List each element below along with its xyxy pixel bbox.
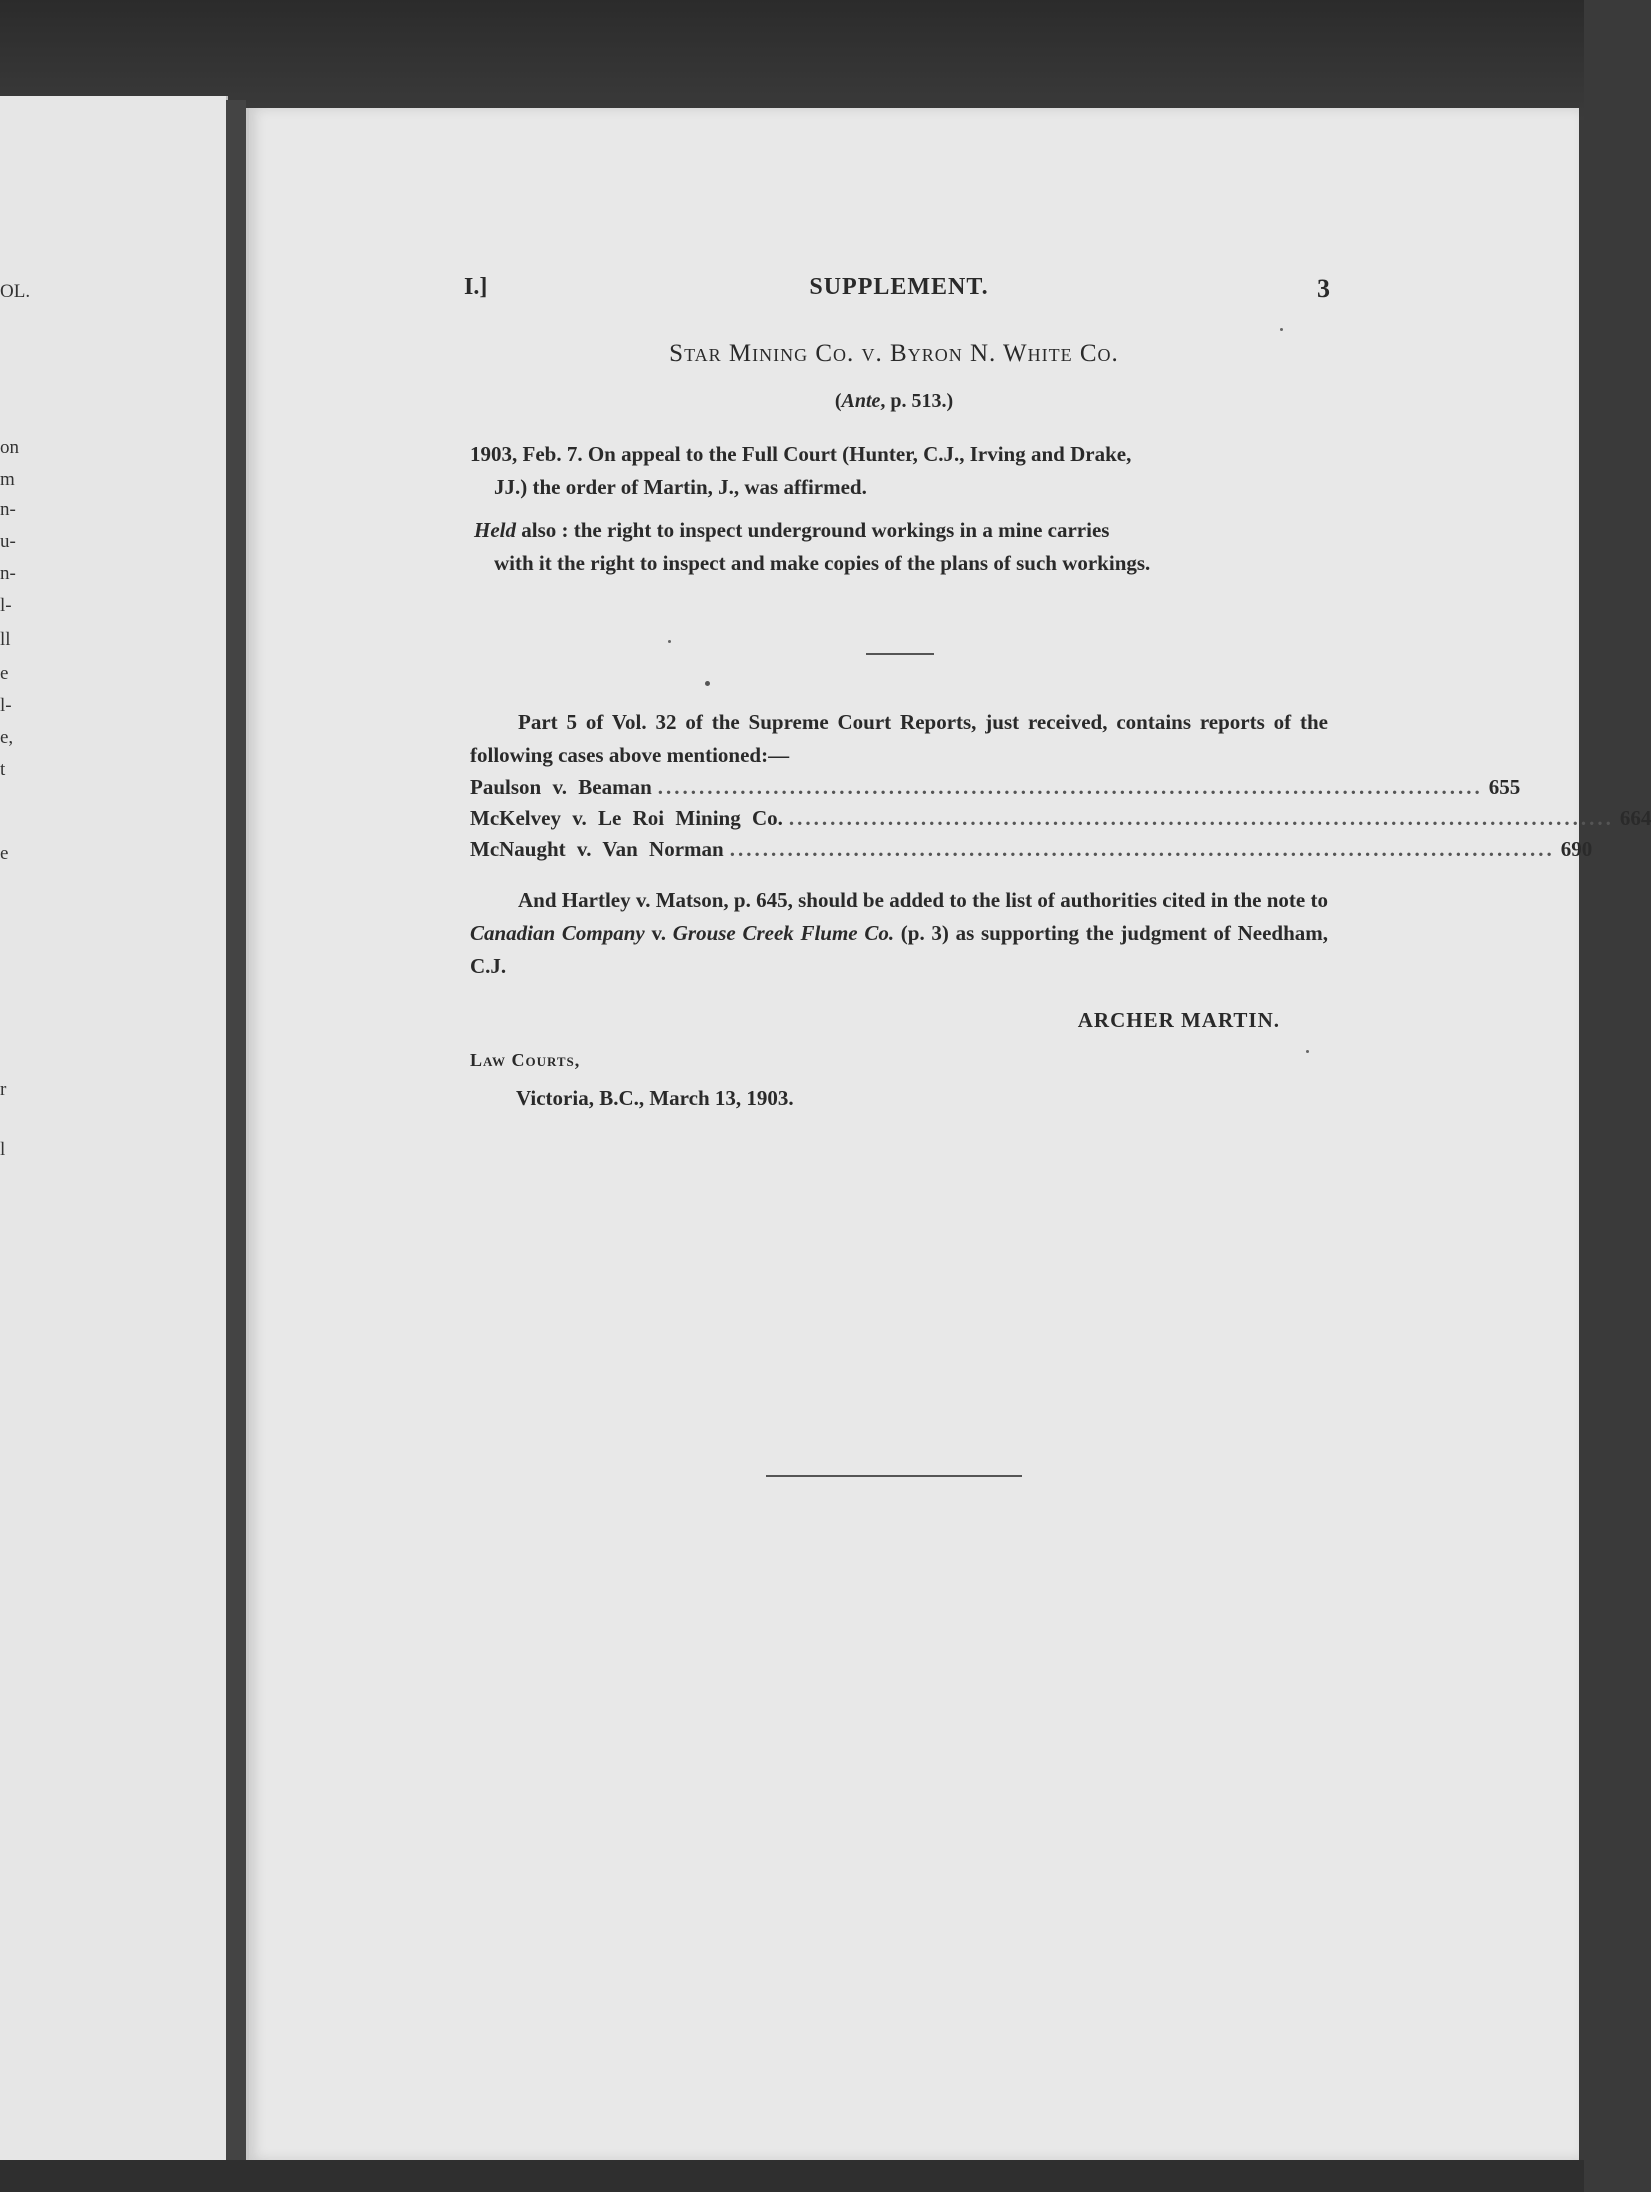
hartley-paragraph <box>470 884 1328 983</box>
print-speck <box>1306 1050 1309 1053</box>
left-page-fragment: t <box>0 759 6 780</box>
case-row <box>470 803 1651 834</box>
scan-bottom-shadow <box>0 2160 1584 2192</box>
left-page-fragment: on <box>0 437 19 458</box>
left-page-fragment: m <box>0 469 15 490</box>
left-page-fragment: l- <box>0 695 12 716</box>
hartley-text-1: And Hartley v. Matson, p. 645, should be added to the list of authorities cited in the note to <box>518 888 1328 912</box>
case-row <box>470 772 1521 803</box>
leader-dots: .................................................................................................... <box>657 775 1483 799</box>
held-body: with it the right to inspect and make copies of the plans of such workings. <box>494 551 1151 575</box>
appeal-line-1: 1903, Feb. 7. On appeal to the Full Court (Hunter, C.J., Irving and Drake, <box>470 442 1132 466</box>
hartley-text-3: (p. 3) as supporting the judgment of Needham, C.J. <box>470 921 1329 978</box>
signature: ARCHER MARTIN. <box>1077 1008 1280 1032</box>
left-page-fragment: e <box>0 843 9 864</box>
left-page-fragment: e, <box>0 727 14 748</box>
left-page-fragment: n- <box>0 499 16 520</box>
leader-dots: .................................................................................................... <box>788 806 1614 830</box>
held-paragraph <box>474 514 1328 580</box>
supreme-court-paragraph: Part 5 of Vol. 32 of the Supreme Court Reports, just received, contains reports of the following cases above mentioned:— <box>470 710 1328 767</box>
main-page <box>246 108 1579 2160</box>
held-label: Held <box>474 518 516 542</box>
leader-dots: .................................................................................................... <box>729 837 1555 861</box>
case-name: McKelvey v. Le Roi Mining Co. <box>470 806 783 830</box>
place-date: Victoria, B.C., March 13, 1903. <box>516 1086 794 1110</box>
end-rule <box>766 1475 1022 1477</box>
left-page-fragment: r <box>0 1079 7 1100</box>
hartley-text-2: v. <box>644 921 673 945</box>
case-italic-2: Grouse Creek Flume Co. <box>672 921 895 945</box>
left-page-fragment: l- <box>0 595 12 616</box>
case-name: Paulson v. Beaman <box>470 775 652 799</box>
ante-word: Ante <box>841 390 881 412</box>
case-name: McNaught v. Van Norman <box>470 837 724 861</box>
left-page-fragment: OL. <box>0 281 31 302</box>
section-divider <box>866 653 934 655</box>
ante-reference: (Ante, p. 513.) <box>834 390 954 412</box>
running-head-title: SUPPLEMENT. <box>809 274 989 300</box>
ante-rest: , p. 513.) <box>880 390 954 412</box>
print-speck <box>668 640 671 643</box>
appeal-paragraph <box>470 438 1328 504</box>
law-courts: Law Courts, <box>470 1050 581 1070</box>
case-italic-1: Canadian Company <box>470 921 645 945</box>
left-page-fragment: l <box>0 1139 6 1160</box>
book-gutter <box>226 100 246 2160</box>
left-page-fragment: ll <box>0 629 11 650</box>
left-page-edge <box>0 96 228 2160</box>
case-page: 655 <box>1488 775 1521 799</box>
appeal-line-2: JJ.) the order of Martin, J., was affirmed. <box>494 475 867 499</box>
left-page-fragment: n- <box>0 563 16 584</box>
case-list <box>470 772 1651 865</box>
case-page: 664 <box>1619 806 1651 830</box>
left-page-fragment: e <box>0 663 9 684</box>
held-line-1: also : the right to inspect underground workings in a mine carries <box>516 518 1110 542</box>
running-head-left: I.] <box>464 274 488 300</box>
case-page: 690 <box>1560 837 1593 861</box>
case-row <box>470 834 1593 865</box>
page-number: 3 <box>1317 274 1330 303</box>
left-page-fragment: u- <box>0 531 16 552</box>
print-speck <box>705 681 710 686</box>
print-speck <box>1280 328 1283 331</box>
running-head <box>464 274 1334 308</box>
case-title: Star Mining Co. v. Byron N. White Co. <box>669 340 1119 367</box>
